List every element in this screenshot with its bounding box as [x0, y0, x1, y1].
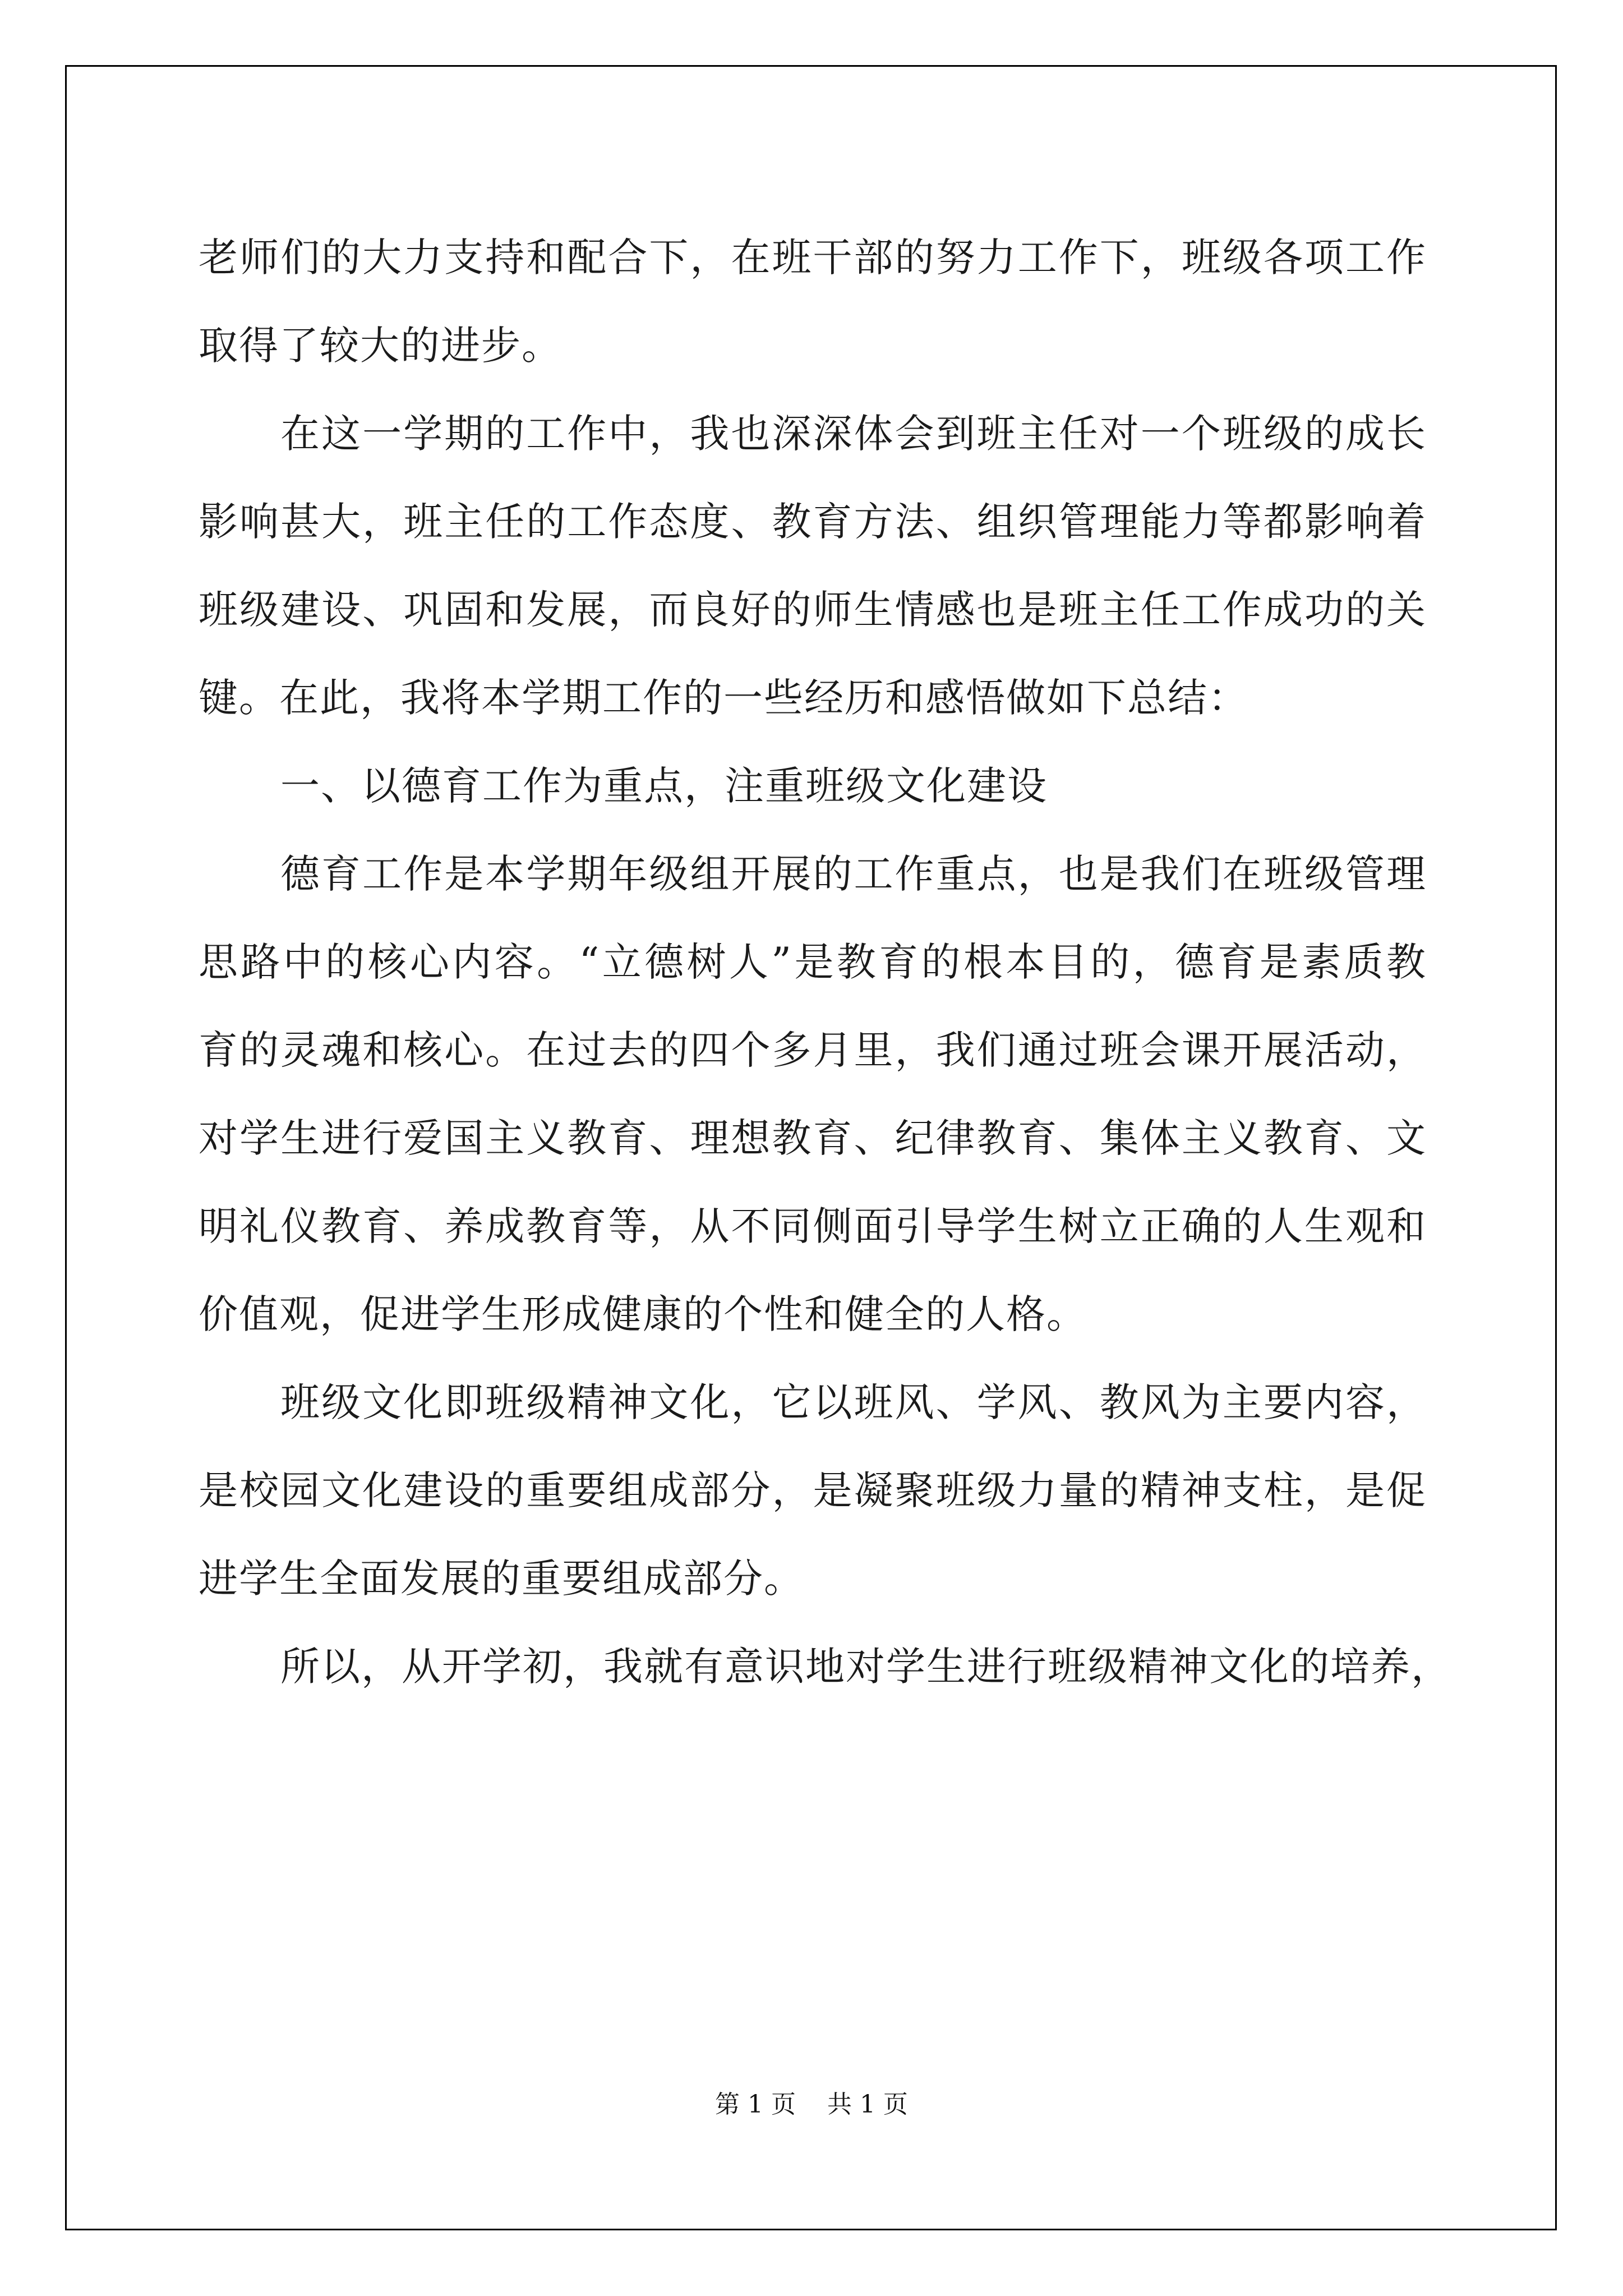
text-line: 是校园文化建设的重要组成部分，是凝聚班级力量的精神支柱，是促 — [199, 1467, 1427, 1513]
paragraph-start-line: 所以，从开学初，我就有意识地对学生进行班级精神文化的培养， — [280, 1644, 1451, 1690]
paragraph-start-line: 在这一学期的工作中，我也深深体会到班主任对一个班级的成长 — [280, 411, 1427, 457]
text-line: 进学生全面发展的重要组成部分。 — [199, 1556, 804, 1602]
text-line: 班级建设、巩固和发展，而良好的师生情感也是班主任工作成功的关 — [199, 587, 1427, 633]
text-line: 价值观，促进学生形成健康的个性和健全的人格。 — [199, 1291, 1087, 1337]
text-line: 键。在此，我将本学期工作的一些经历和感悟做如下总结： — [199, 675, 1248, 721]
text-line: 思路中的核心内容。“立德树人”是教育的根本目的，德育是素质教 — [199, 939, 1427, 985]
text-line: 老师们的大力支持和配合下，在班干部的努力工作下，班级各项工作 — [199, 234, 1427, 280]
page-number-footer: 第 1 页 共 1 页 — [715, 2090, 908, 2119]
text-line: 取得了较大的进步。 — [199, 323, 562, 369]
paragraph-start-line: 班级文化即班级精神文化，它以班风、学风、教风为主要内容， — [280, 1379, 1427, 1425]
document-body — [199, 214, 1451, 1711]
text-line: 影响甚大，班主任的工作态度、教育方法、组织管理能力等都影响着 — [199, 499, 1427, 545]
paragraph-start-line: 德育工作是本学期年级组开展的工作重点，也是我们在班级管理 — [280, 851, 1427, 897]
text-line: 明礼仪教育、养成教育等，从不同侧面引导学生树立正确的人生观和 — [199, 1203, 1427, 1249]
section-heading: 一、以德育工作为重点，注重班级文化建设 — [280, 763, 1048, 809]
text-line: 对学生进行爱国主义教育、理想教育、纪律教育、集体主义教育、文 — [199, 1115, 1427, 1161]
text-line: 育的灵魂和核心。在过去的四个多月里，我们通过班会课开展活动， — [199, 1027, 1427, 1073]
